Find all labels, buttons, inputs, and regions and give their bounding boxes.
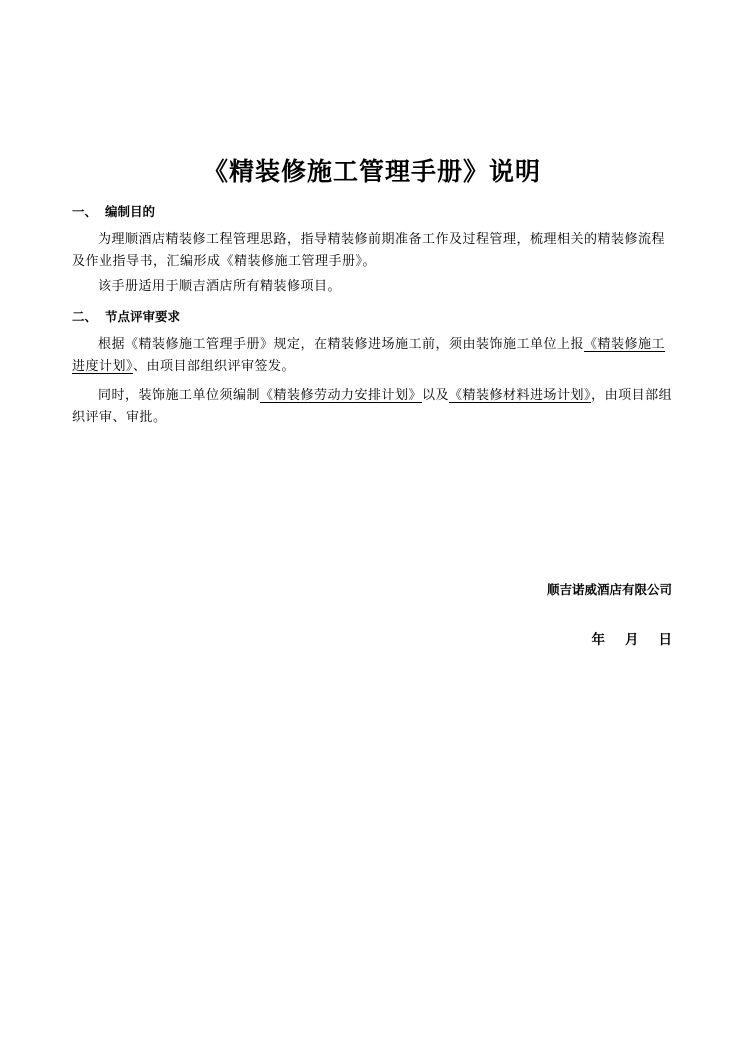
paragraph-purpose: 为理顺酒店精装修工程管理思路，指导精装修前期准备工作及过程管理，梳理相关的精装修流程及作业指导书，汇编形成《精装修施工管理手册》。 <box>72 232 666 269</box>
text-segment: 、由项目部组织评审签发。 <box>133 359 296 374</box>
section-number: 一、 <box>72 204 98 219</box>
signature-date <box>592 628 673 648</box>
underlined-plan-title: 《精装修施工进度计划》 <box>72 337 666 374</box>
date-day: 日 <box>658 632 672 648</box>
paragraph-review-1 <box>72 334 676 378</box>
underlined-plan-title: 《精装修材料进场计划》 <box>449 388 592 403</box>
section-title: 编制目的 <box>105 204 156 219</box>
date-month: 月 <box>625 632 639 648</box>
text-segment: 根据《精装修施工管理手册》规定，在精装修进场施工前，须由装饰施工单位上报 <box>98 337 585 352</box>
company-name: 顺吉诺威酒店有限公司 <box>546 582 672 597</box>
paragraph-scope: 该手册适用于顺吉酒店所有精装修项目。 <box>98 279 342 294</box>
text-segment: 同时，装饰施工单位须编制 <box>98 388 261 403</box>
date-year: 年 <box>591 632 605 648</box>
section-number: 二、 <box>72 309 98 324</box>
section-heading-purpose <box>72 202 155 220</box>
document-title: 《精装修施工管理手册》说明 <box>202 157 541 186</box>
underlined-plan-title: 《精装修劳动力安排计划》 <box>260 388 423 403</box>
paragraph-review-2 <box>72 385 676 429</box>
section-title: 节点评审要求 <box>105 309 181 324</box>
section-heading-review <box>72 307 180 325</box>
text-segment: ，由项目部组织评审、审批。 <box>72 388 673 425</box>
text-segment: 以及 <box>422 388 450 403</box>
